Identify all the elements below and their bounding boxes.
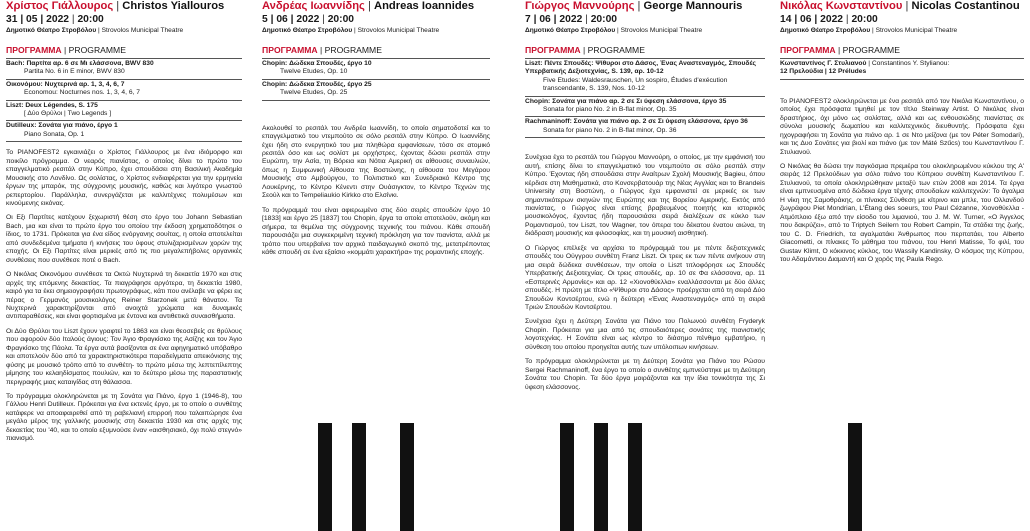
programme-list xyxy=(262,58,490,101)
programme-heading: ΠΡΟΓΡΑΜΜΑ | PROGRAMME xyxy=(780,45,900,55)
programme-item: Bach: Παρτίτα αρ. 6 σε Μι ελάσσονα, BWV 830 Partita No. 6 in E minor, BWV 830 xyxy=(6,58,242,79)
paragraph: Οι Δύο Θρύλοι του Liszt έχουν γραφτεί το 1863 και είναι θεοσεβείς σε θρύλους που αφορούν δύο Ιταλούς άγιους: Τον Άγιο Φραγκίσκο της Ασίζης και τον Άγιο Φραγκίσκο της Πάολα. Τα έργα αυτά βασίζονται σε ένα αφηγηματικό υπόβαθρο και αποτελούν δύο από τα χαρακτηριστικότερα παραδείγματα απεικόνισης της φύσης με μουσικό τρόπο από το συνθέτη- το πρώτο μέσω της λεπτεπίλεπτης μίμησης του κελαηδίσματος πουλιών, και το δεύτερο μέσω της παραστατικής περιγραφής μιας καταιγίδας στη θάλασσα. xyxy=(6,327,242,386)
piano-key xyxy=(848,423,862,531)
paragraph: Το πρόγραμμά του είναι αφιερωμένο στις δύο σειρές σπουδών έργο 10 [1833] και έργο 25 [1837] του Chopin, έργα τα οποία αποτελούν, ακόμη και σήμερα, τα θεμέλια της σύγχρονης τεχνικής του πιάνου. Κάθε σπουδή παρουσιάζει μια συγκεκριμένη τεχνική πρόκληση για τον πιανίστα, αλλά με τρόπο που υπερβαίνει τον αρχικό παιδαγωγικό σκοπό της, μετατρέποντας κάθε σπουδή σε ένα εξαίσιο «κομμάτι χαρακτήρα» της ρομαντικής εποχής. xyxy=(262,206,490,256)
concert-column-4 xyxy=(780,0,1024,270)
paragraph: Το PIANOFEST2 εγκαινιάζει ο Χρίστος Γιάλλουρος με ένα ιδιόμορφο και ποικίλο πρόγραμμα. Ο νεαρός πιανίστας, ο οποίος δίνει το πρώτο του επαγγελματικό ρεσιτάλ στην Κύπρο, έχει σπουδάσει στη Βασιλική Ακαδημία Μουσικής στο Λονδίνο. Ως σολίστας, ο Χρίστος ενδιαφέρεται για την ερμηνεία έργων της μπαρόκ, της σύγχρονης μουσικής, καθώς και λιγότερο γνωστού ρεπερτορίου. Παράλληλα, συνεργάζεται με καλλιτέχνες πολυμέσων και κινούμενης εικόνας. xyxy=(6,149,242,207)
programme-heading: ΠΡΟΓΡΑΜΜΑ | PROGRAMME xyxy=(262,45,382,55)
venue: Δημοτικό Θέατρο Στροβόλου | Strovolos Municipal Theatre xyxy=(780,27,958,34)
programme-item: Dutilleux: Σονάτα για πιάνο, έργο 1 Piano Sonata, Op. 1 xyxy=(6,120,242,142)
piano-keys-decoration xyxy=(848,423,938,531)
programme-list xyxy=(6,58,242,142)
piano-key xyxy=(400,423,414,531)
venue: Δημοτικό Θέατρο Στροβόλου | Strovolos Municipal Theatre xyxy=(6,27,184,34)
paragraph: Οι Εξι Παρτίτες κατέχουν ξεχωριστή θέση στο έργο του Johann Sebastian Bach, μια και είναι το πρώτο έργο του οποίου την έκδοση χρηματοδότησε ο ίδιος, το 1731. Πρόκειται για ένα είδος ενόργανης σουίτας, η οποία αποτελείται από συνδεδεμένα τμήματα ή κινήσεις του ύφους στυλιζαρισμένων χορών της εποχής. Οι Εξι Παρτίτες είναι μερικές από τις πιο μεγαλεπήβολες οργανικές συνθέσεις που συνέθεσε ποτέ ο Bach. xyxy=(6,214,242,264)
programme-list xyxy=(525,58,765,138)
concert-column-3 xyxy=(525,0,765,398)
concert-column-2 xyxy=(262,0,490,263)
paragraph: Το πρόγραμμα ολοκληρώνεται με τη Σονάτα για Πιάνο, έργο 1 (1946-8), του Γάλλου Henri Dutilleux. Πρόκειται για ένα εκτενές έργο, με το οποίο ο συνθέτης κατάφερε να αποαφαιρεθεί από τη ραβελιανή επιρροή που ταλαιπώρησε ένα μεγάλο μέρος της γαλλικής μουσικής στη δεκαετία 1930 και στις αρχές της δεκαετίας του '40, και το οποίο εξυμνούσε έναν «αισθησιακό, όχι πολύ στεγνό» πιανισμό. xyxy=(6,393,242,443)
programme-item: Rachmaninoff: Σονάτα για πιάνο αρ. 2 σε Σι ύφεση ελάσσονα, έργο 36 Sonata for piano No. 2 in B-flat minor, Op. 36 xyxy=(525,116,765,138)
programme-notes xyxy=(525,154,765,392)
concert-date: 14 | 06 | 2022 | 20:00 xyxy=(780,14,878,25)
venue: Δημοτικό Θέατρο Στροβόλου | Strovolos Municipal Theatre xyxy=(262,27,440,34)
performer-name: Ανδρέας Ιωαννίδης | Andreas Ioannides xyxy=(262,0,475,12)
programme-list xyxy=(780,58,1024,80)
programme-item: Chopin: Σονάτα για πιάνο αρ. 2 σε Σι ύφεση ελάσσονα, έργο 35 Sonata for piano No. 2 in B-flat minor, Op. 35 xyxy=(525,96,765,117)
programme-item: Οικονόμου: Νυχτερινά αρ. 1, 3, 4, 6, 7 Economou: Nocturnes nos. 1, 3, 4, 6, 7 xyxy=(6,79,242,100)
performer-name: Χρίστος Γιάλλουρος | Christos Yiallouros xyxy=(6,0,225,12)
paragraph: Συνέχεια έχει το ρεσιτάλ του Γιώργου Μαννούρη, ο οποίος, με την εμφάνισή του αυτή, επίσης δίνει το επαγγελματικό του ντεμπούτο σε σόλο ρεσιτάλ στην Κύπρο. Έχοντας ήδη σπουδάσει στην Αναίτρων Σχολή Μουσικής Bagieu, όπου κέρδισε στη Μαθηματικά, στο Κονσερβατουάρ της Νέας Αγγλίας και το Brandeis University στη Βοστώνη, ο Γιώργος έχει εμφανιστεί σε μερικές εκ των σημαντικότερων σκηνών της Ευρώπης και της Βορείου Αμερικής. Εκτός από πιανίστας, ο Γιώργος είναι επίσης βραβευμένος ποιητής και ιστορικός μουσικολόγος, έχοντας ήδη παρουσιάσει σειρά διαλέξεων σε κύκλο των Ρομαντισμού, τον Liszt, τον Wagner, τον όπερα του δέκατου ένατου αιώνα, τη διάδραση μουσικής και φιλοσοφίας, και τη μουσική αισθητική. xyxy=(525,154,765,238)
concert-date: 7 | 06 | 2022 | 20:00 xyxy=(525,14,618,25)
programme-notes xyxy=(780,98,1024,265)
paragraph: Ο Νικόλας Οικονόμου συνέθεσε τα Οκτώ Νυχτερινά τη δεκαετία 1970 και στις αρχές της επόμενης δεκαετίας. Τα πιαγράφησε αργότερα, τη δεκαετία 1980, καιρό για τα έκει σημειογραφήσει πρωτογράφως, κάτι που ανέλαβε να φέρει εις πέρας ο Γερμανός μουσικολόγος Reiner Starzonek μετά θάνατον. Τα Νυχτερινά χαρακτηρίζονται από ανοιχτά χρώματα και δυναμικές αντιπαραθέσεις, και είναι φορτισμένα με έντονα και αντιθετικά συναισθήματα. xyxy=(6,271,242,321)
piano-keys-decoration xyxy=(318,423,438,531)
programme-notes xyxy=(262,125,490,258)
paragraph: Το PIANOFEST2 ολοκληρώνεται με ένα ρεσιτάλ από τον Νικόλα Κωνσταντίνου, ο οποίος έχει πρόσφατα τιμηθεί με τον τίτλο Steinway Artist. Ο Νικόλας είναι δραστήριος, όχι μόνο ως σολίστας, αλλά και ως ενθουσιώδης πιανίστας σε σύνολα μουσικής δωματίου και καλλιτεχνικός διευθυντής. Πρόσφατα έχει ηχογραφήσει τη Σονάτα για πιάνο αρ. 1 σε Ντο μείζονα (με τον Péter Somodari), και τις Δυο Σονάτες για βιολί και πιάνο (με τον Máté Szűcs) του Κωνσταντίνου Γ. Στυλιανού. xyxy=(780,97,1024,156)
paragraph: Ο Νικόλας θα δώσει την παγκόσμια πρεμιέρα του ολοκληρωμένου κύκλου της Α' σειράς 12 Πρελούδιων για σόλο πιάνο του Κύπριου συνθέτη Κωνσταντίνου Γ. Στυλιανού, τα οποία ολοκληρώθηκαν μεταξύ των ετών 2008 και 2014. Τα έργα είναι εμπνευσμένα από δώδεκα έργα τέχνης σπουδαίων καλλιτεχνών: Το άγαλμα Η νίκη της Σαμοθράκης, οι πίνακες Σύνθεση με κίτρινο και μπλε, του Ολλανδού ζωγράφου Piet Mondrian, L'Étang des soeurs, του Paul Cézanne, Χιονοθύελλα - Ατμόπλοιο έξω από την είσοδο του λιμανιού, του J. M. W. Turner, «Ο Άγγελος που δακρύζει», από το Triptych Seilern του Robert Campin, Τα στάδια της ζωής, του C. D. Friedrich, τα αγαλματάκι Άνθρωπος που περπατάει, του Alberto Giacometti, οι πίνακες Το μάθημα του πιάνου, του Henri Matisse, Το φιλί, του Gustav Klimt, Ο κόκκινος κύκλος, του Wassily Kandinsky, Ο κόσμος της Κύπρου, του Αδαμάντιου Διαμαντή και Ο χορός της Paula Rego. xyxy=(780,162,1024,263)
piano-key xyxy=(352,423,366,531)
paragraph: Ακολουθεί το ρεσιτάλ του Ανδρέα Ιωαννίδη, το οποίο σηματοδοτεί και το επαγγελματικό του ντεμπούτο σε σόλο ρεσιτάλ στην Κύπρο. Ο Ιωαννίδης έχει ήδη στο ενεργητικό του μια πληθώρα εμφανίσεων, τόσο σε ατομικό ρεσιτάλ όσο και ως σολίστ με ορχήστρες, έχοντας δώσει ρεσιτάλ στην Ευρώπη, την Ασία, τη Βόρεια και Νότια Αμερική σε αίθουσες συναυλιών, όπως η Συμφωνική Αίθουσα της Βοστώνης, η αίθουσα του Μεγάρου Μουσικής στο Αμβούργου, το Πολιτιστικό και Συνεδριακό Κέντρο της Λουκέρνης, το Κέντρο Κένεντι στην Ουάσιγκτον, το Κέντρο Τεχνών της Σεούλ και το Tempeliaukio Kirkko στο Ελσίνκι. xyxy=(262,124,490,200)
paragraph: Συνέχεια έχει η Δεύτερη Σονάτα για Πιάνο του Πολωνού συνθέτη Fryderyk Chopin. Πρόκειται για μια από τις σπουδαιότερες σονάτες της πιανιστικής λογοτεχνίας. Η Σονάτα είναι ως κέντρο το διάσημο πένθιμο εμβατήριο, η σύνθεση του οποίου προηγείται αυτής των υπόλοιπων κινήσεων. xyxy=(525,318,765,351)
piano-key xyxy=(318,423,332,531)
paragraph: Ο Γιώργος επέλεξε να αρχίσει το πρόγραμμά του με πέντε δεξιοτεχνικές σπουδές του Ούγγρου συνθέτη Franz Liszt. Οι τρεις εκ των πέντε ανήκουν στη μια σειρά δώδεκα συνθέσεων, την οποία ο Liszt τιτλοφόρησε ως Σπουδές Υπερβατικής Δεξιοτεχνίας. Οι τρεις σπουδές, αρ. 10 σε Φα ελάσσονα, αρ. 11 «Εσπερινές Αρμονίες» και αρ. 12 «Χιονοθύελλα» εναλλάσσονται με δύο άλλες σπουδές. Η πρώτη με τίτλο «Ψίθυροι στο Δάσος» προέρχεται από τη σειρά Δύο Σπουδών Κοντσέρτου, ενώ η δεύτερη «Ένας Αναστεναγμός» από τη σειρά Τριών Σπουδών Κοντσέρτου. xyxy=(525,244,765,311)
performer-name: Γιώργος Μαννούρης | George Mannouris xyxy=(525,0,743,12)
programme-notes xyxy=(6,149,242,444)
programme-item: Chopin: Δώδεκα Σπουδές, έργο 10 Twelve Etudes, Op. 10 xyxy=(262,58,490,79)
programme-item: Κωνσταντίνος Γ. Στυλιανού | Constantinos Y. Stylianou: 12 Πρελούδια | 12 Préludes xyxy=(780,58,1024,80)
concert-column-1 xyxy=(6,0,242,450)
programme-heading: ΠΡΟΓΡΑΜΜΑ | PROGRAMME xyxy=(6,45,126,55)
programme-item: Chopin: Δώδεκα Σπουδές, έργο 25 Twelve Etudes, Op. 25 xyxy=(262,79,490,101)
programme-item: Liszt: Deux Légendes, S. 175 [ Δύο Θρύλοι | Two Legends ] xyxy=(6,100,242,121)
concert-date: 31 | 05 | 2022 | 20:00 xyxy=(6,14,104,25)
piano-key xyxy=(560,423,574,531)
piano-key xyxy=(594,423,608,531)
programme-item: Liszt: Πέντε Σπουδές: Ψίθυροι στο Δάσος, Ένας Αναστεναγμός, Σπουδές Υπερβατικής Δεξιοτεχνίας, S. 139, αρ. 10-12 Five Etudes: Waldesrauschen, Un sospiro, Études d'exécution transcendante, S. 139, Nos. 10-12 xyxy=(525,58,765,96)
piano-keys-decoration xyxy=(560,423,690,531)
performer-name: Νικόλας Κωνσταντίνου | Nicolas Costantinou xyxy=(780,0,1020,12)
paragraph: Το πρόγραμμα ολοκληρώνεται με τη Δεύτερη Σονάτα για Πιάνο του Ρώσου Sergei Rachmaninoff, ένα έργο το οποίο ο συνθέτης εμπνεύστηκε με τη Δεύτερη Σονάτα του Chopin. Τα δύο έργα μοιράζονται και την ίδια τονικότητα της Σι ύφεση ελάσσονος. xyxy=(525,358,765,391)
programme-heading: ΠΡΟΓΡΑΜΜΑ | PROGRAMME xyxy=(525,45,645,55)
concert-date: 5 | 06 | 2022 | 20:00 xyxy=(262,14,355,25)
venue: Δημοτικό Θέατρο Στροβόλου | Strovolos Municipal Theatre xyxy=(525,27,703,34)
piano-key xyxy=(628,423,642,531)
